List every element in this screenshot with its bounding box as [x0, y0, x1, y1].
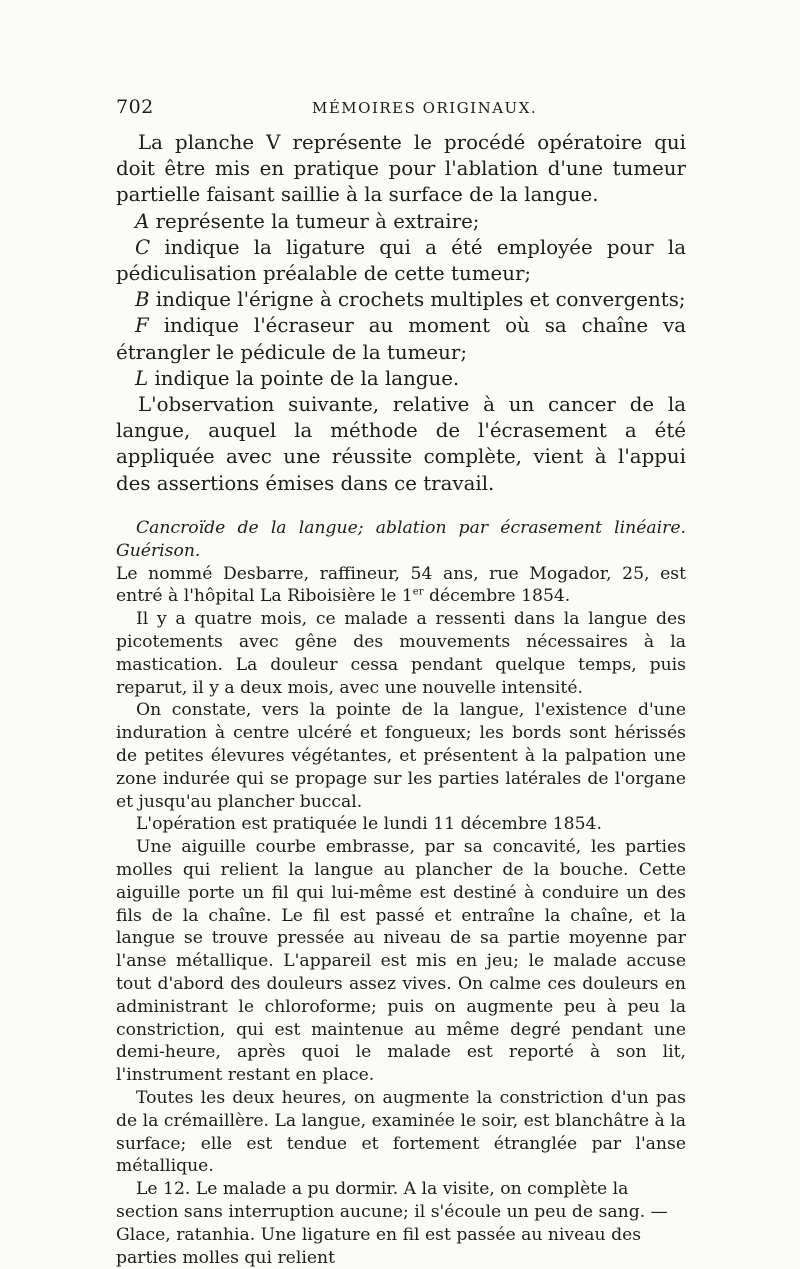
intro-paragraph: La planche V représente le procédé opératoire qui doit être mis en pratique pour l'ablation d'une tumeur partielle faisant saillie à la surface de la langue. [116, 131, 686, 207]
running-title: MÉMOIRES ORIGINAUX. [312, 99, 538, 117]
legend-item-l [116, 366, 686, 392]
case-paragraph: Il y a quatre mois, ce malade a ressenti dans la langue des picotements avec gêne des mouvements nécessaires à la mastication. La douleur cessa pendant quelque temps, puis reparut, il y a deux mois, avec une nouvelle intensité. [116, 609, 686, 698]
page-number: 702 [116, 96, 154, 118]
case-paragraph: Une aiguille courbe embrasse, par sa concavité, les parties molles qui relient la langue au plancher de la bouche. Cette aiguille porte un fil qui lui-même est destiné à conduire un des fils de la chaîne. Le fil est passé et entraîne la chaîne, et la langue se trouve pressée au niveau de sa partie moyenne par l'anse métallique. L'appareil est mis en jeu; le malade accuse tout d'abord des douleurs assez vives. On calme ces douleurs en administrant le chloroforme; puis on augmente peu à peu la constriction, qui est maintenue au même degré pendant une demi-heure, après quoi le malade est reporté à son lit, l'instrument restant en place. [116, 837, 686, 1086]
legend-letter: L [135, 366, 149, 390]
legend-letter: A [135, 209, 150, 233]
legend-item-a [116, 209, 686, 235]
case-admission: Le nommé Desbarre, raffineur, 54 ans, rue Mogador, 25, est entré à l'hôpital La Riboisière le 1er décembre 1854. [116, 563, 686, 607]
page-header [116, 96, 686, 122]
legend-text: représente la tumeur à extraire; [155, 209, 480, 233]
transition-paragraph: L'observation suivante, relative à un cancer de la langue, auquel la méthode de l'écrasement a été appliquée avec une réussite complète, vient à l'appui des assertions émises dans ce travail. [116, 393, 686, 495]
legend-text: indique l'écraseur au moment où sa chaîne va étrangler le pédicule de la tumeur; [116, 314, 686, 364]
ordinal-superscript: er [412, 586, 424, 598]
legend-letter: C [135, 235, 151, 259]
main-text [116, 130, 686, 497]
case-report [116, 517, 686, 1269]
legend-letter: B [135, 288, 150, 312]
case-heading: Cancroïde de la langue; ablation par écrasement linéaire. Guérison. [116, 518, 686, 561]
case-paragraph: Toutes les deux heures, on augmente la constriction d'un pas de la crémaillère. La langue, examinée le soir, est blanchâtre à la surface; elle est tendue et fortement étranglée par l'anse métallique. [116, 1087, 686, 1177]
case-paragraph: Le 12. Le malade a pu dormir. A la visite, on complète la section sans interruption aucune; il s'écoule un peu de sang. — Glace, ratanhia. Une ligature en fil est passée au niveau des parties molles qui relient [116, 1179, 668, 1268]
legend-text: indique la pointe de la langue. [154, 366, 460, 390]
legend-item-c [116, 235, 686, 287]
legend-text: indique la ligature qui a été employée pour la pédiculisation préalable de cette tumeur; [116, 235, 686, 286]
case-paragraph: L'opération est pratiquée le lundi 11 décembre 1854. [136, 814, 602, 835]
case-paragraph: On constate, vers la pointe de la langue, l'existence d'une induration à centre ulcéré et fongueux; les bords sont hérissés de petites élevures végétantes, et présentent à la palpation une zone indurée qui se propage sur les parties latérales de l'organe et jusqu'au plancher buccal. [116, 700, 686, 812]
legend-item-f [116, 313, 686, 365]
legend-text: indique l'érigne à crochets multiples et convergents; [155, 288, 686, 312]
legend-letter: F [135, 314, 149, 338]
legend-item-b [116, 287, 686, 313]
